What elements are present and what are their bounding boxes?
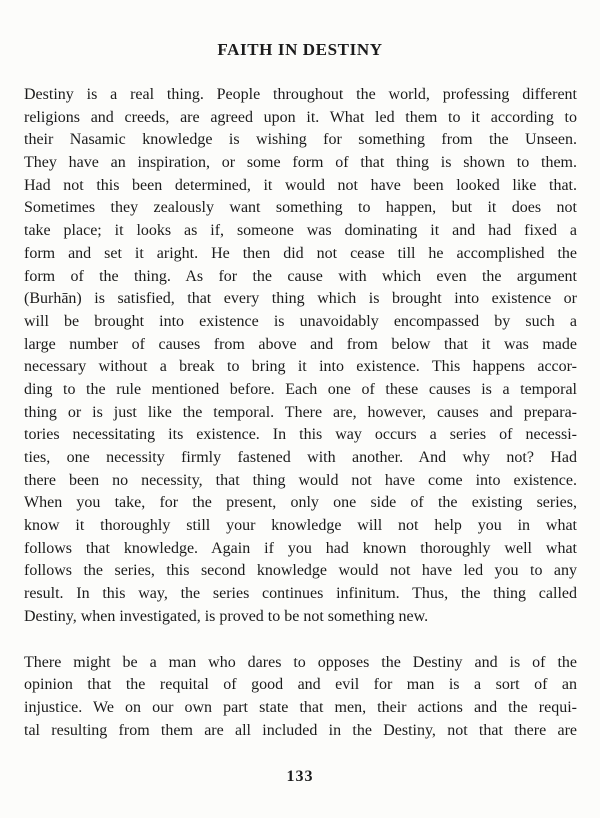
text-line: injustice. We on our own part state that men, their actions and the requi- xyxy=(24,698,577,716)
text-line: take place; it looks as if, someone was dominating it and had fixed a xyxy=(24,222,577,240)
text-line: result. In this way, the series continues infinitum. Thus, the thing called xyxy=(24,585,577,603)
text-line: (Burhān) is satisfied, that every thing which is brought into existence or xyxy=(24,290,577,308)
text-line: tal resulting from them are all included in the Destiny, not that there are xyxy=(24,721,577,739)
text-line: follows that knowledge. Again if you had known thoroughly well what xyxy=(24,539,577,557)
text-line: follows the series, this second knowledge would not have led you to any xyxy=(24,562,577,580)
text-line: their Nasamic knowledge is wishing for something from the Unseen. xyxy=(24,131,577,149)
text-line: Destiny, when investigated, is proved to be not something new. xyxy=(24,607,429,625)
page-number: 133 xyxy=(286,768,314,785)
page-body xyxy=(24,84,577,765)
text-line: form and set it aright. He then did not cease till he accomplished the xyxy=(24,244,577,262)
page-title: FAITH IN DESTINY xyxy=(217,40,383,59)
text-line: Sometimes they zealously want something to happen, but it does not xyxy=(24,199,577,217)
text-line: religions and creeds, are agreed upon it. What led them to it according to xyxy=(24,108,577,126)
text-line: opinion that the requital of good and evil for man is a sort of an xyxy=(24,676,577,694)
text-line: ding to the rule mentioned before. Each one of these causes is a temporal xyxy=(24,380,577,398)
text-line: Destiny is a real thing. People throughout the world, professing different xyxy=(24,86,577,103)
text-line: ties, one necessity firmly fastened with another. And why not? Had xyxy=(24,449,577,466)
text-line: When you take, for the present, only one side of the existing series, xyxy=(24,494,577,512)
paragraph-2 xyxy=(24,652,577,743)
text-line: necessary without a break to bring it into existence. This happens accor- xyxy=(24,358,577,376)
text-line: will be brought into existence is unavoidably encompassed by such a xyxy=(24,312,577,330)
text-line: thing or is just like the temporal. There are, however, causes and prepara- xyxy=(24,403,577,421)
text-line: tories necessitating its existence. In this way occurs a series of necessi- xyxy=(24,426,577,444)
paragraph-1 xyxy=(24,84,577,629)
text-line: form of the thing. As for the cause with which even the argument xyxy=(24,267,577,285)
text-line: there been no necessity, that thing would not have come into existence. xyxy=(24,471,577,489)
text-line: There might be a man who dares to opposes the Destiny and is of the xyxy=(24,653,577,671)
text-line: know it thoroughly still your knowledge will not help you in what xyxy=(24,517,577,535)
text-line: Had not this been determined, it would not have been looked like that. xyxy=(24,176,577,194)
text-line: large number of causes from above and from below that it was made xyxy=(24,335,577,353)
text-line: They have an inspiration, or some form of that thing is shown to them. xyxy=(24,154,577,172)
